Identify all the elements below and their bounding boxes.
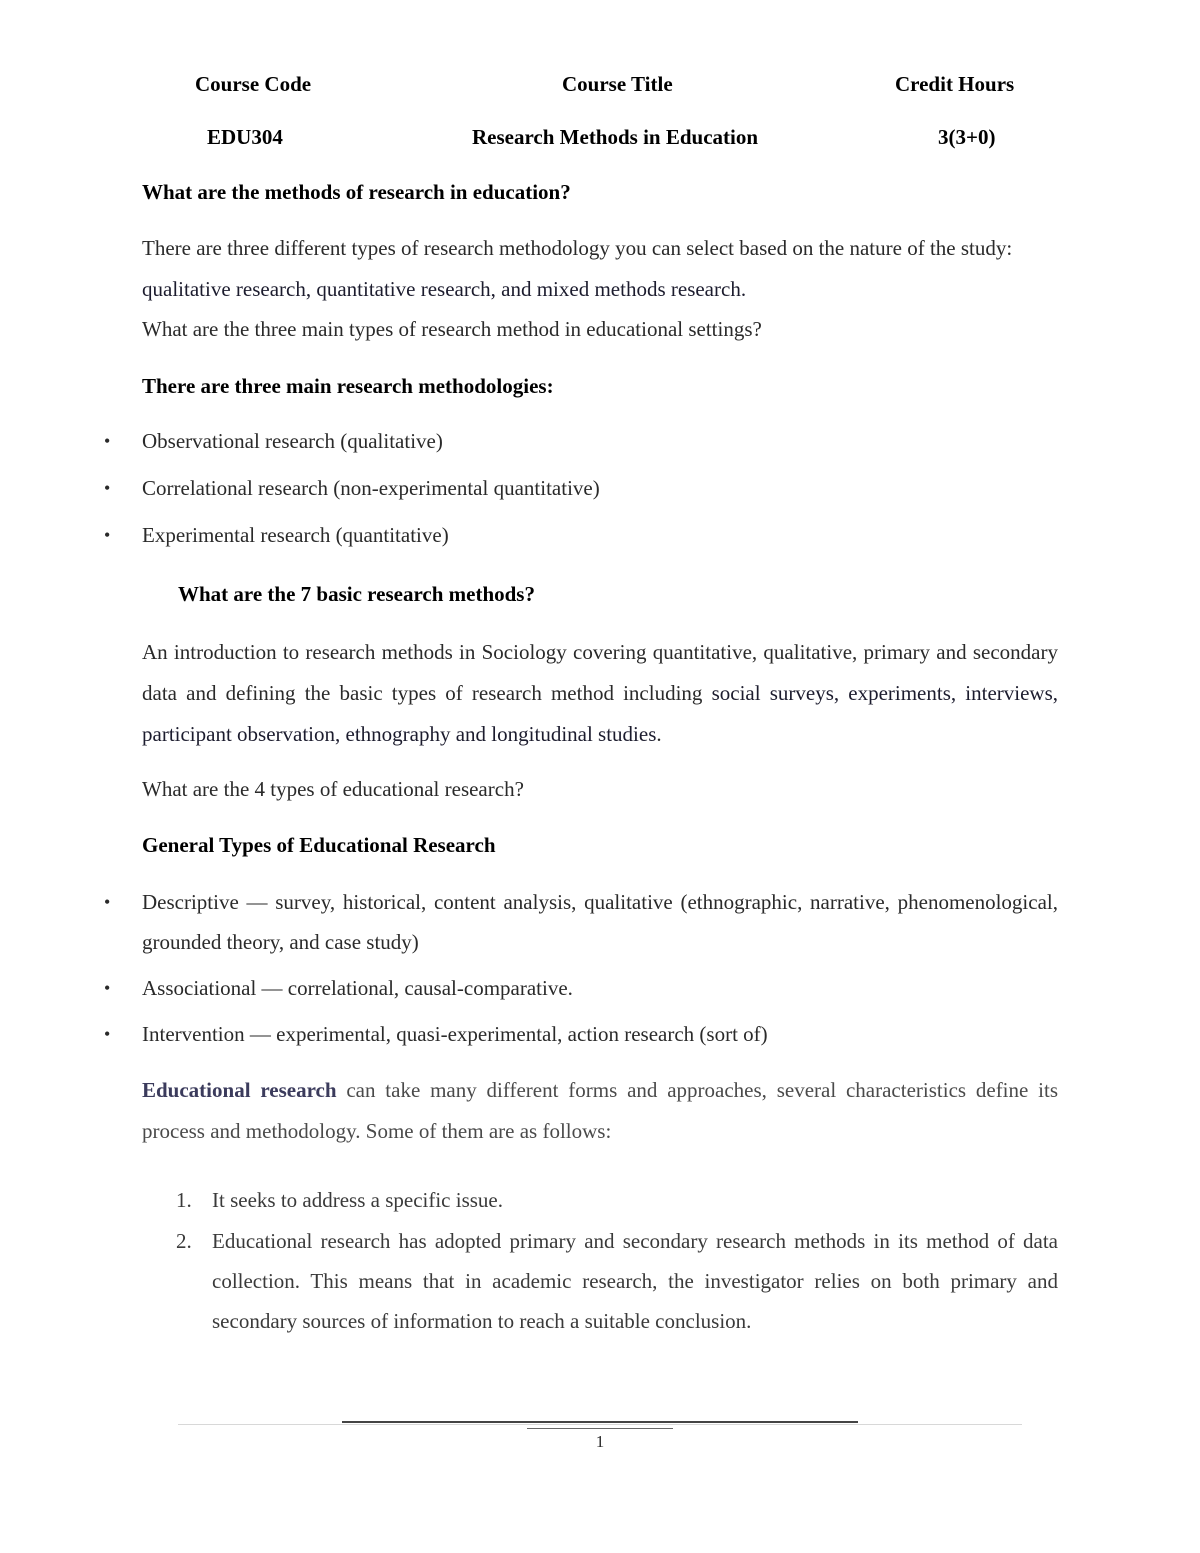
bullet-icon: • [104, 431, 111, 451]
bullet-icon: • [104, 978, 111, 998]
footer-rule-short [527, 1428, 673, 1429]
numbered-item [176, 1221, 1058, 1341]
section3-paragraph-methods: social surveys, experiments, interviews, participant observation, ethnography and longitudinal studies [142, 681, 1058, 746]
section1-question: What are the three main types of research method in educational settings? [142, 317, 762, 341]
list-item-text: Descriptive — survey, historical, content analysis, qualitative (ethnographic, narrative, phenomenological, grounded theory, and case study) [142, 890, 1058, 954]
bullet-icon: • [104, 892, 111, 912]
list-item-text: Associational — correlational, causal-comparative. [142, 976, 573, 1000]
numbered-item-text: Educational research has adopted primary and secondary research methods in its method of data collection. This means that in academic research, the investigator relies on both primary and secondary sources of information to reach a suitable conclusion. [212, 1229, 1058, 1333]
list-item [104, 515, 1058, 555]
bullet-icon: • [104, 478, 111, 498]
section2-heading: There are three main research methodologies: [142, 374, 554, 398]
section1-paragraph-text: There are three different types of research methodology you can select based on the nature of the study: [142, 236, 1013, 260]
section3-paragraph-text: An introduction to research methods in Sociology covering quantitative, qualitative, primary and secondary data and defining the basic types of research method including [142, 640, 1058, 705]
section4-heading: General Types of Educational Research [142, 833, 496, 857]
section1-heading: What are the methods of research in education? [142, 180, 571, 204]
section5-bold-lead: Educational research [142, 1078, 337, 1102]
section5-paragraph-text: can take many different forms and approaches, several characteristics define its process and methodology. Some of them are as follows: [142, 1078, 1058, 1143]
numbered-item [176, 1180, 1058, 1220]
page-number: 1 [595, 1432, 605, 1451]
header-course-title-label: Course Title [562, 72, 673, 96]
section3-question: What are the 4 types of educational research? [142, 777, 524, 801]
list-item [104, 1014, 1058, 1054]
footer-rule-light [178, 1424, 1022, 1425]
header-credit-hours-value: 3(3+0) [938, 125, 996, 149]
bullet-icon: • [104, 1024, 111, 1044]
list-item [104, 968, 1058, 1008]
list-item [104, 468, 1058, 508]
list-item-text: Experimental research (quantitative) [142, 523, 449, 547]
list-item [104, 882, 1058, 962]
numbered-item-text: It seeks to address a specific issue. [212, 1188, 503, 1212]
section3-paragraph-end: . [656, 722, 662, 746]
section3-paragraph [142, 632, 1058, 755]
section1-paragraph [142, 228, 1058, 310]
footer-rule-dark [342, 1421, 858, 1423]
numbered-item-number: 1. [176, 1188, 192, 1212]
bullet-icon: • [104, 525, 111, 545]
header-credit-hours-label: Credit Hours [895, 72, 1015, 96]
section3-heading: What are the 7 basic research methods? [178, 582, 535, 606]
section5-paragraph [142, 1070, 1058, 1152]
list-item [104, 421, 1058, 461]
header-course-code-label: Course Code [195, 72, 312, 96]
header-course-title-value: Research Methods in Education [472, 125, 759, 149]
section1-paragraph-methods: qualitative research, quantitative research, and mixed methods research. [142, 277, 747, 301]
list-item-text: Observational research (qualitative) [142, 429, 443, 453]
numbered-item-number: 2. [176, 1229, 192, 1253]
list-item-text: Correlational research (non-experimental quantitative) [142, 476, 600, 500]
list-item-text: Intervention — experimental, quasi-experimental, action research (sort of) [142, 1022, 768, 1046]
header-course-code-value: EDU304 [207, 125, 283, 149]
